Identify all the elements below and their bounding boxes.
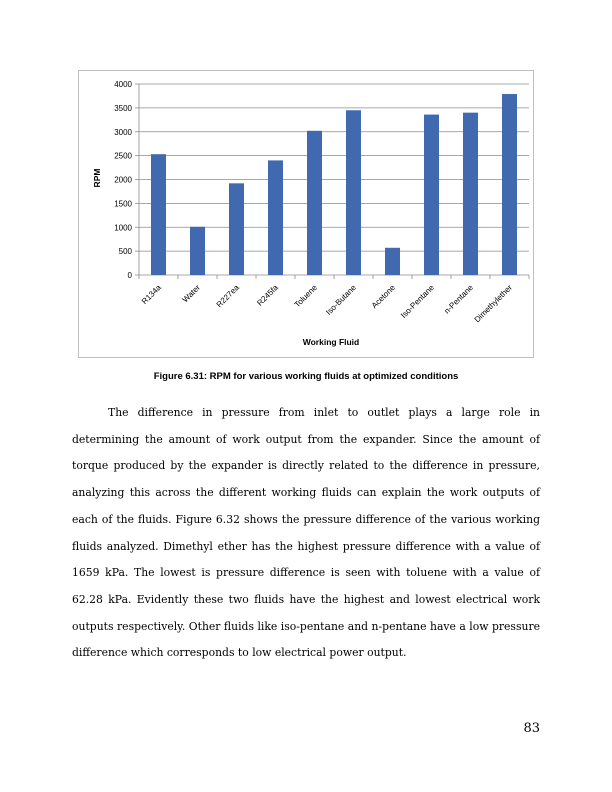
bar: [424, 115, 439, 275]
chart-frame: [78, 70, 534, 358]
y-axis-title: RPM: [92, 168, 102, 188]
x-axis-title: Working Fluid: [302, 337, 360, 347]
y-tick-label: 4000: [114, 80, 132, 89]
x-tick-label: Acetone: [369, 283, 397, 311]
y-tick-label: 0: [127, 271, 132, 280]
bar: [385, 248, 400, 275]
body-text: [72, 400, 540, 667]
y-tick-label: 3500: [114, 103, 132, 113]
y-tick-label: 2000: [114, 175, 132, 185]
x-tick-label: Dimethylether: [472, 283, 514, 325]
y-tick-label: 1500: [114, 199, 132, 209]
x-tick-label: R134a: [139, 283, 163, 307]
x-tick-label: R245fa: [255, 283, 280, 308]
y-tick-label: 500: [118, 247, 132, 257]
page-number: 83: [523, 721, 540, 736]
x-tick-label: Water: [180, 283, 202, 305]
bar: [463, 113, 478, 275]
body-paragraph: The difference in pressure from inlet to outlet plays a large role in determining the amount of work output from the expander. Since the amount of torque produced by the expander is directly related to the difference in pressure, analyzing this across the different working fluids can explain the work outputs of each of the fluids. Figure 6.32 shows the pressure difference of the various working fluids analyzed. Dimethyl ether has the highest pressure difference with a value of 1659 kPa. The lowest is pressure difference is seen with toluene with a value of 62.28 kPa. Evidently these two fluids have the highest and lowest electrical work outputs respectively. Other fluids like iso-pentane and n-pentane have a low pressure difference which corresponds to low electrical power output.: [72, 406, 540, 660]
x-tick-label: Toluene: [292, 283, 319, 310]
bar: [307, 131, 322, 275]
bar: [151, 154, 166, 275]
bar: [229, 183, 244, 275]
bar: [502, 94, 517, 275]
x-tick-label: R227ea: [214, 283, 241, 310]
bar: [190, 227, 205, 275]
x-tick-label: n-Pentane: [442, 283, 475, 316]
y-tick-label: 2500: [114, 151, 132, 161]
y-tick-label: 3000: [114, 127, 132, 137]
rpm-bar-chart: [79, 71, 535, 359]
x-tick-label: Iso-Pentane: [399, 283, 436, 320]
bar: [268, 160, 283, 275]
figure-caption: Figure 6.31: RPM for various working fluids at optimized conditions: [153, 371, 459, 382]
bars: [151, 94, 517, 275]
y-tick-label: 1000: [114, 223, 132, 233]
bar: [346, 110, 361, 275]
x-tick-label: Iso-Butane: [324, 283, 358, 317]
